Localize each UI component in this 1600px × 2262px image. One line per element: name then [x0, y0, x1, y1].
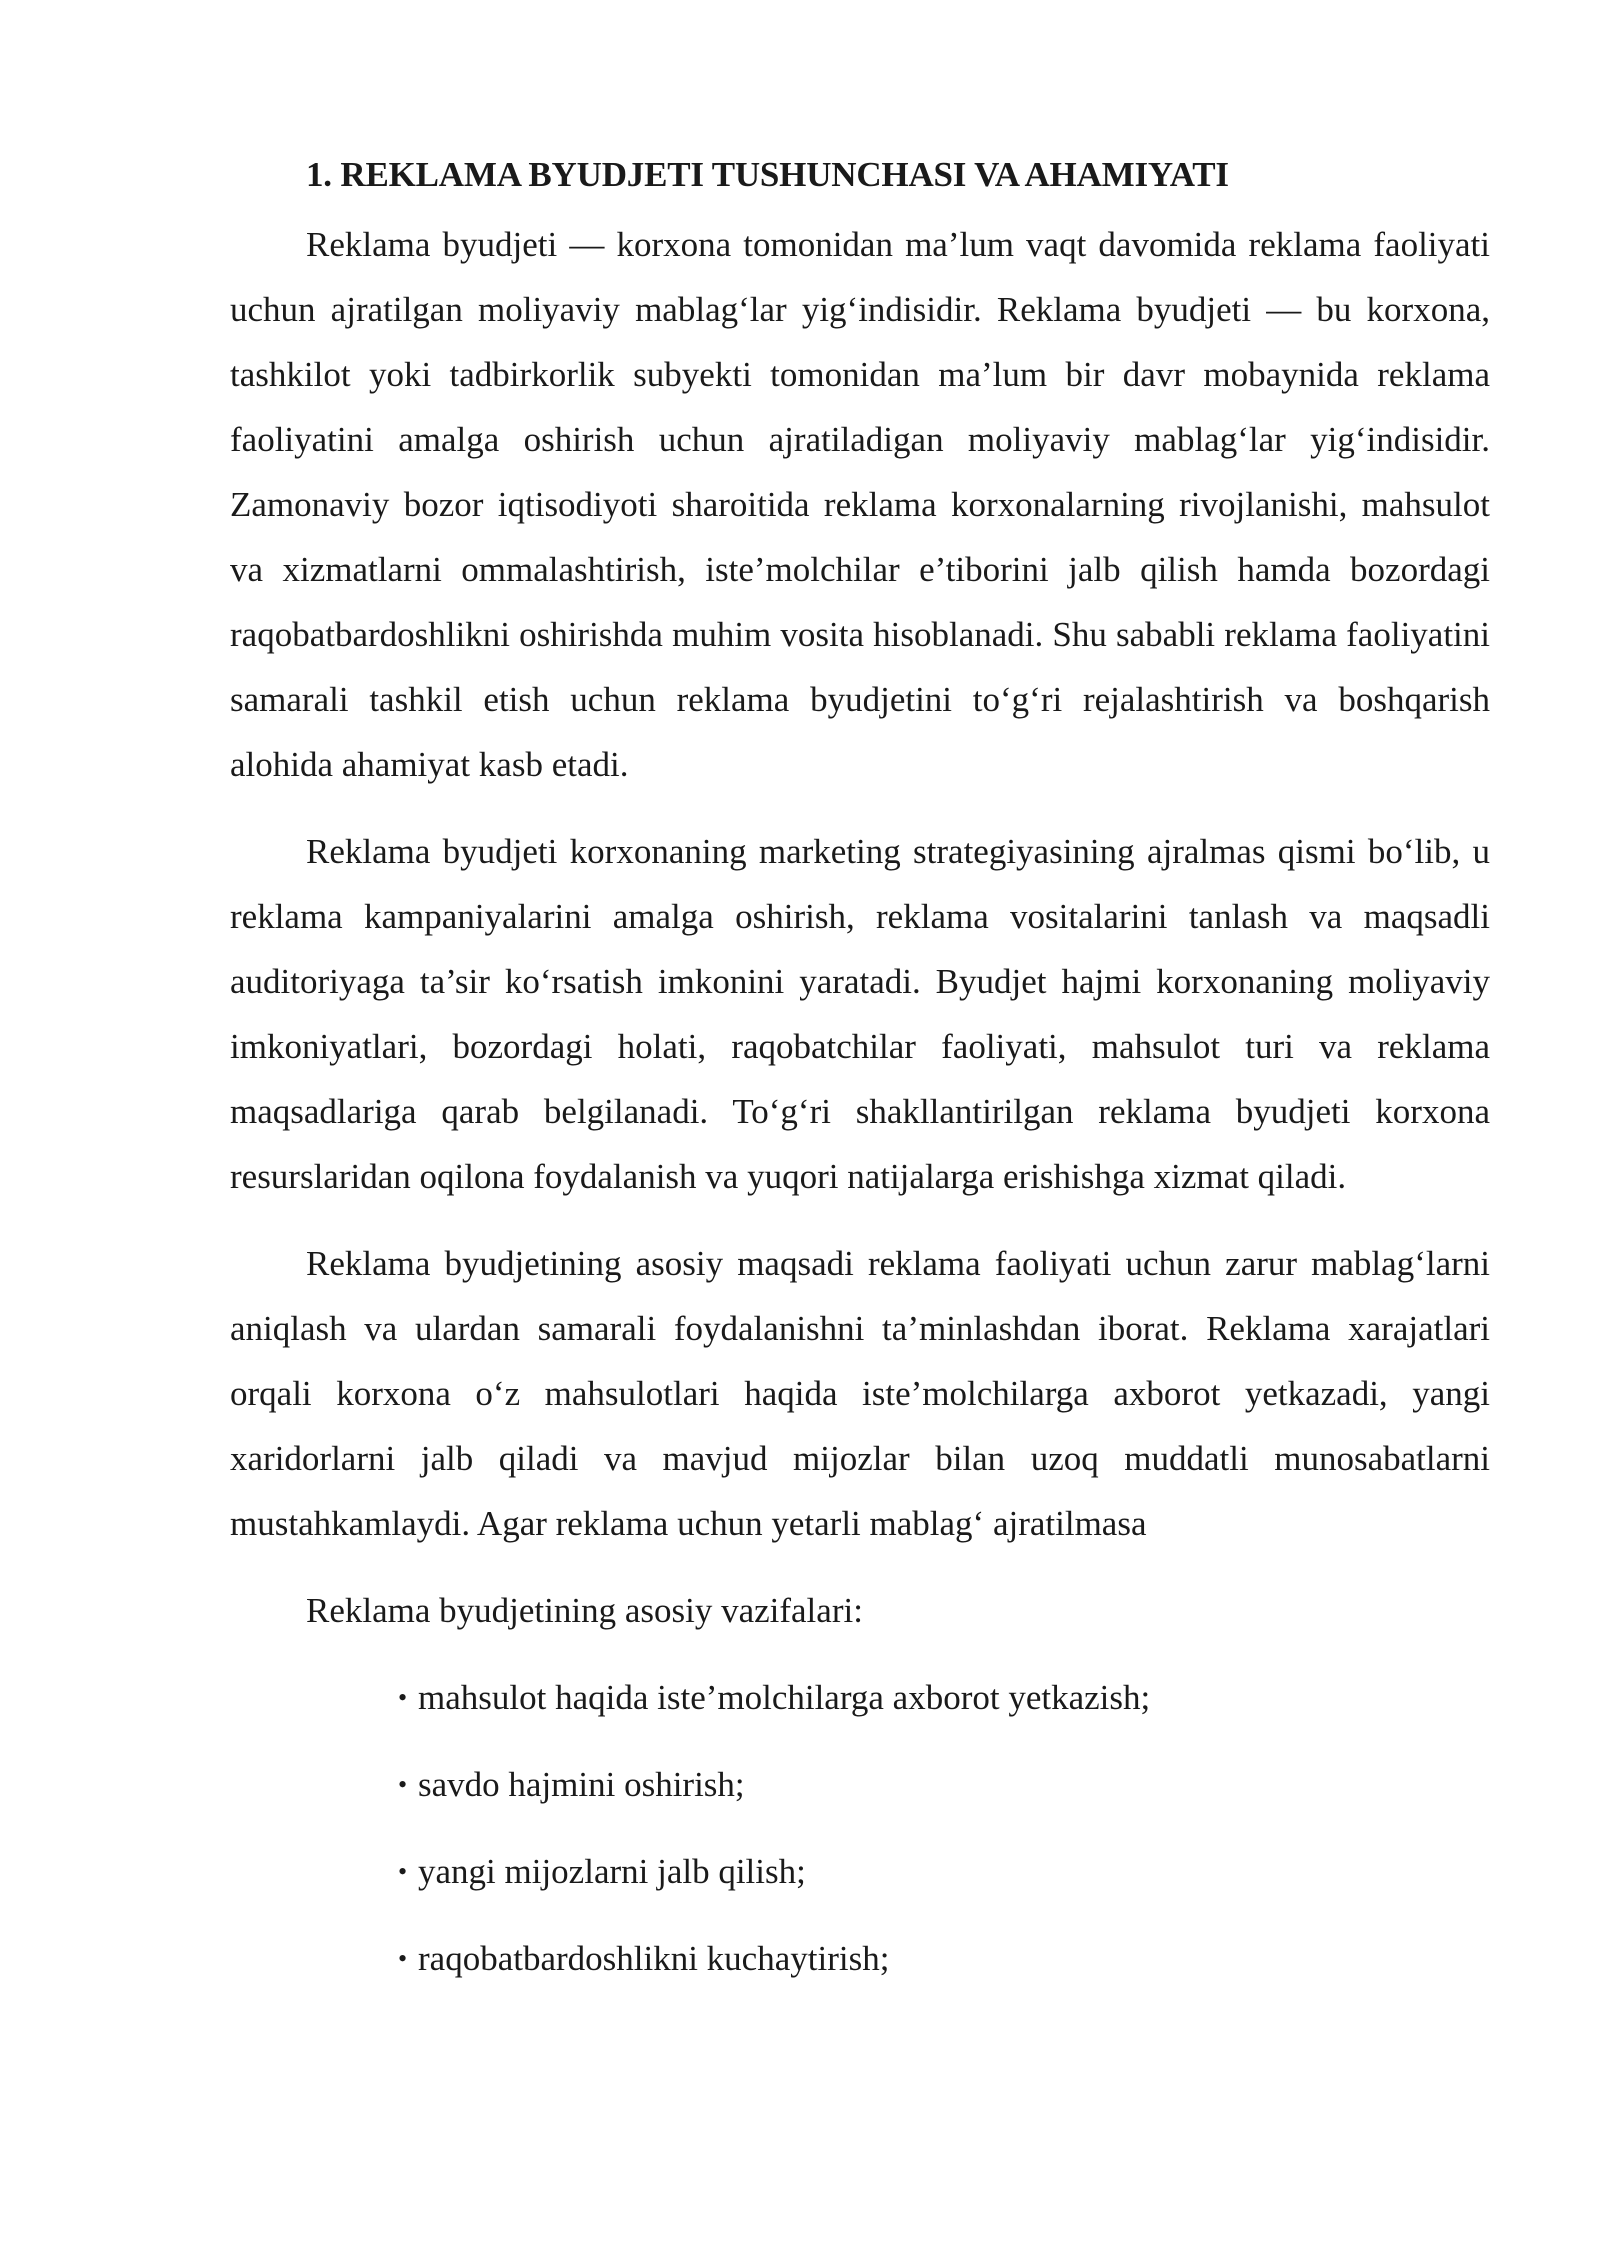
- bullet-icon: •: [398, 1857, 408, 1886]
- paragraph-purpose: Reklama byudjetining asosiy maqsadi reklama faoliyati uchun zarur mablag‘larni aniqlash va ulardan samarali foydalanishni ta’minlashdan iborat. Reklama xarajatlari orqali korxona o‘z mahsulotlari haqida iste’molchilarga axborot yetkazadi, yangi xaridorlarni jalb qiladi va mavjud mijozlar bilan uzoq muddatli munosabatlarni mustahkamlaydi. Agar reklama uchun yetarli mablag‘ ajratilmasa: [230, 1244, 1490, 1543]
- list-item-text: raqobatbardoshlikni kuchaytirish;: [418, 1939, 890, 1978]
- bullet-icon: •: [398, 1683, 408, 1712]
- document-body: [230, 150, 1490, 2013]
- list-item-text: mahsulot haqida iste’molchilarga axborot yetkazish;: [418, 1678, 1151, 1717]
- section-heading: 1. REKLAMA BYUDJETI TUSHUNCHASI VA AHAMIYATI: [306, 155, 1229, 194]
- list-intro: Reklama byudjetining asosiy vazifalari:: [306, 1591, 863, 1630]
- list-item: [398, 1926, 1490, 1991]
- list-item: [398, 1665, 1490, 1730]
- bullet-icon: •: [398, 1770, 408, 1799]
- task-list: [230, 1665, 1490, 1991]
- bullet-icon: •: [398, 1944, 408, 1973]
- list-item: [398, 1752, 1490, 1817]
- list-item-text: savdo hajmini oshirish;: [418, 1765, 745, 1804]
- list-item-text: yangi mijozlarni jalb qilish;: [418, 1852, 806, 1891]
- paragraph-definition: Reklama byudjeti — korxona tomonidan ma’lum vaqt davomida reklama faoliyati uchun ajratilgan moliyaviy mablag‘lar yig‘indisidir. Reklama byudjeti — bu korxona, tashkilot yoki tadbirkorlik subyekti tomonidan ma’lum bir davr mobaynida reklama faoliyatini amalga oshirish uchun ajratiladigan moliyaviy mablag‘lar yig‘indisidir. Zamonaviy bozor iqtisodiyoti sharoitida reklama korxonalarning rivojlanishi, mahsulot va xizmatlarni ommalashtirish, iste’molchilar e’tiborini jalb qilish hamda bozordagi raqobatbardoshlikni oshirishda muhim vosita hisoblanadi. Shu sababli reklama faoliyatini samarali tashkil etish uchun reklama byudjetini to‘g‘ri rejalashtirish va boshqarish alohida ahamiyat kasb etadi.: [230, 225, 1490, 784]
- paragraph-strategy: Reklama byudjeti korxonaning marketing strategiyasining ajralmas qismi bo‘lib, u reklama kampaniyalarini amalga oshirish, reklama vositalarini tanlash va maqsadli auditoriyaga ta’sir ko‘rsatish imkonini yaratadi. Byudjet hajmi korxonaning moliyaviy imkoniyatlari, bozordagi holati, raqobatchilar faoliyati, mahsulot turi va reklama maqsadlariga qarab belgilanadi. To‘g‘ri shakllantirilgan reklama byudjeti korxona resurslaridan oqilona foydalanish va yuqori natijalarga erishishga xizmat qiladi.: [230, 832, 1490, 1196]
- list-item: [398, 1839, 1490, 1904]
